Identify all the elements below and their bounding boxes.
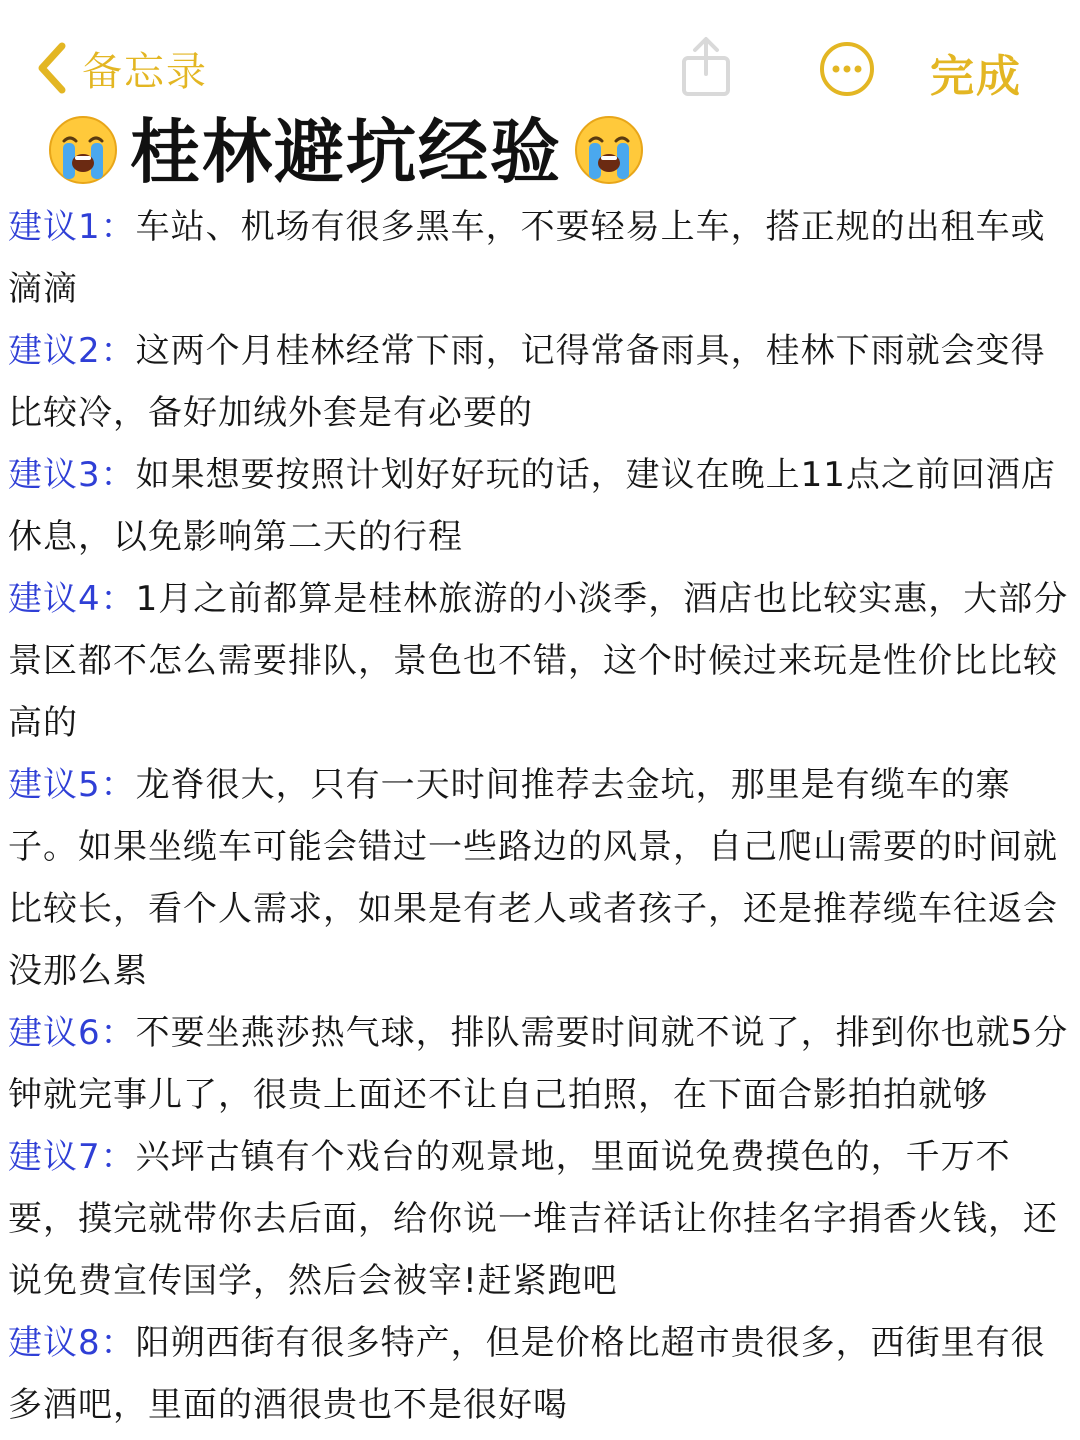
tip-item xyxy=(8,1002,1072,1126)
note-body[interactable] xyxy=(8,196,1072,1436)
tip-label: 建议7： xyxy=(8,1137,136,1177)
tip-text: 如果想要按照计划好好玩的话，建议在晚上11点之前回酒店休息，以免影响第二天的行程 xyxy=(8,455,1056,557)
tip-text: 这两个月桂林经常下雨，记得常备雨具，桂林下雨就会变得比较冷，备好加绒外套是有必要的 xyxy=(8,331,1046,433)
tip-item xyxy=(8,568,1072,754)
tip-item xyxy=(8,196,1072,320)
tip-label: 建议5： xyxy=(8,765,136,805)
back-label: 备忘录 xyxy=(82,48,208,95)
tip-label: 建议6： xyxy=(8,1013,136,1053)
note-title: 桂林避坑经验 xyxy=(130,111,562,193)
tip-text: 龙脊很大，只有一天时间推荐去金坑，那里是有缆车的寨子。如果坐缆车可能会错过一些路边的风景，自己爬山需要的时间就比较长，看个人需求，如果是有老人或者孩子，还是推荐缆车往返会没那么累 xyxy=(8,765,1058,991)
loudly-crying-face-icon xyxy=(46,113,120,191)
tip-text: 兴坪古镇有个戏台的观景地，里面说免费摸色的，千万不要，摸完就带你去后面，给你说一堆吉祥话让你挂名字捐香火钱，还说免费宣传国学，然后会被宰!赶紧跑吧 xyxy=(8,1137,1058,1301)
loudly-crying-face-icon xyxy=(572,113,646,191)
tip-label: 建议4： xyxy=(8,579,136,619)
tip-item xyxy=(8,320,1072,444)
tip-label: 建议2： xyxy=(8,331,136,371)
note-title-row xyxy=(46,112,646,192)
share-button[interactable] xyxy=(680,34,732,102)
tip-label: 建议1： xyxy=(8,207,136,247)
share-icon xyxy=(680,83,732,102)
more-button[interactable] xyxy=(818,40,876,102)
chevron-left-icon xyxy=(34,42,68,94)
tip-item xyxy=(8,754,1072,1002)
back-button[interactable] xyxy=(34,38,208,98)
tip-text: 不要坐燕莎热气球，排队需要时间就不说了，排到你也就5分钟就完事儿了，很贵上面还不让自己拍照，在下面合影拍拍就够 xyxy=(8,1013,1069,1115)
tip-label: 建议3： xyxy=(8,455,136,495)
done-button[interactable]: 完成 xyxy=(930,51,1022,102)
tip-text: 阳朔西街有很多特产，但是价格比超市贵很多，西街里有很多酒吧，里面的酒很贵也不是很好喝 xyxy=(8,1323,1046,1425)
tip-text: 1月之前都算是桂林旅游的小淡季，酒店也比较实惠，大部分景区都不怎么需要排队，景色也不错，这个时候过来玩是性价比比较高的 xyxy=(8,579,1069,743)
tip-item xyxy=(8,1312,1072,1436)
tip-item xyxy=(8,444,1072,568)
tip-item xyxy=(8,1126,1072,1312)
more-icon xyxy=(818,83,876,102)
tip-label: 建议8： xyxy=(8,1323,136,1363)
tip-text: 车站、机场有很多黑车，不要轻易上车，搭正规的出租车或滴滴 xyxy=(8,207,1046,309)
navigation-bar xyxy=(0,0,1080,110)
